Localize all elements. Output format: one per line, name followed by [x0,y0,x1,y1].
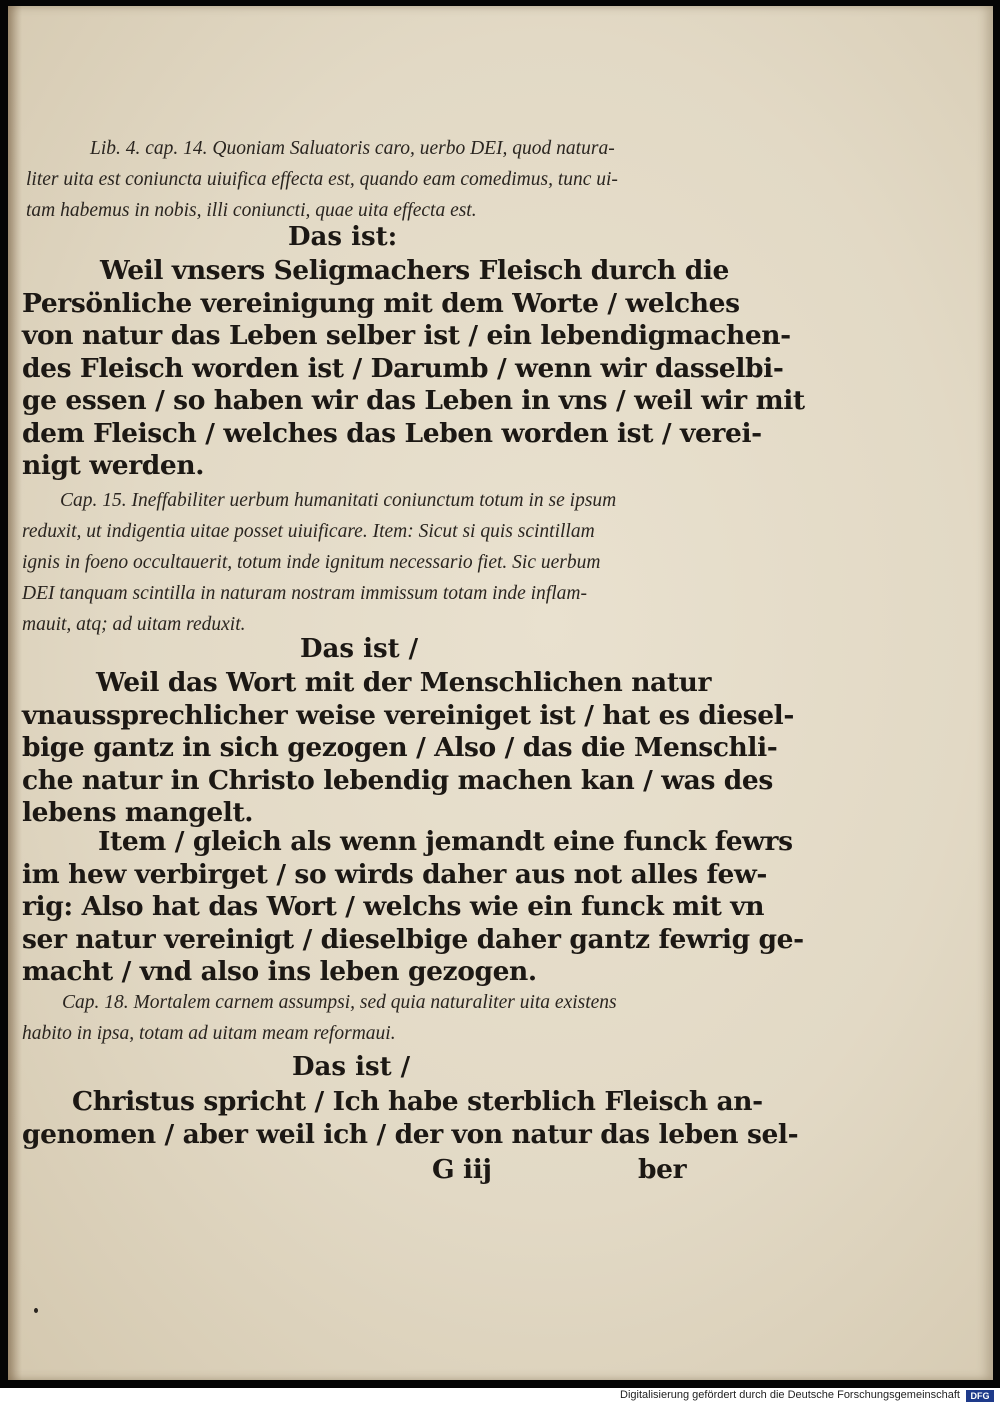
german-translation-3 [22,826,804,989]
text-line: rig: Also hat das Wort / welchs wie ein funck mit vn [22,891,765,922]
heading-das-ist-3: Das ist / [292,1052,411,1082]
text-line: reduxit, ut indigentia uitae posset uiuificare. Item: Sicut si quis scintillam [22,521,595,542]
text-line: genomen / aber weil ich / der von natur das leben sel- [22,1118,799,1150]
text-line: Christus spricht / Ich habe sterblich Fleisch an- [72,1086,763,1117]
signature-mark: G iij [432,1154,492,1185]
latin-quote-cap18 [22,987,617,1049]
text-line: Item / gleich als wenn jemandt eine funck fewrs [98,826,793,857]
text-line: Lib. 4. cap. 14. Quoniam Saluatoris caro, uerbo DEI, quod natura- [90,138,615,159]
heading-das-ist-1: Das ist: [288,222,398,252]
text-line: liter uita est coniuncta uiuifica effecta est, quando eam comedimus, tunc ui- [26,169,618,190]
text-line: dem Fleisch / welches das Leben worden ist / verei- [22,417,762,449]
text-line: von natur das Leben selber ist / ein lebendigmachen- [22,320,791,351]
text-line: im hew verbirget / so wirds daher aus not alles few- [22,858,767,890]
text-line: Cap. 18. Mortalem carnem assumpsi, sed quia naturaliter uita existens [62,992,617,1013]
text-line: Cap. 15. Ineffabiliter uerbum humanitati coniunctum totum in se ipsum [60,490,617,511]
latin-quote-lib4-cap14-cont [26,164,618,226]
footer-credit: Digitalisierung gefördert durch die Deutsche Forschungsgemeinschaft [620,1389,960,1401]
latin-quote-cap15 [22,485,616,640]
text-line: nigt werden. [22,450,205,481]
text-line: mauit, atq; ad uitam reduxit. [22,614,246,635]
text-line: Weil das Wort mit der Menschlichen natur [96,667,712,698]
text-line: ge essen / so haben wir das Leben in vns / weil wir mit [22,385,805,416]
text-line: lebens mangelt. [22,797,254,828]
german-translation-1 [22,255,805,483]
text-line: des Fleisch worden ist / Darumb / wenn wir dasselbi- [22,352,784,384]
text-line: tam habemus in nobis, illi coniuncti, quae uita effecta est. [26,200,477,221]
text-line: DEI tanquam scintilla in naturam nostram immissum totam inde inflam- [22,583,587,604]
text-line: ignis in foeno occultauerit, totum inde ignitum necessario fiet. Sic uerbum [22,552,601,573]
text-line: vnaussprechlicher weise vereiniget ist / hat es diesel- [22,699,794,731]
text-line: macht / vnd also ins leben gezogen. [22,956,537,987]
ink-spot [34,1308,38,1313]
text-line: che natur in Christo lebendig machen kan / was des [22,764,773,796]
heading-das-ist-2: Das ist / [300,634,419,664]
text-line: Persönliche vereinigung mit dem Worte / welches [22,287,740,319]
latin-quote-lib4-cap14 [90,133,615,164]
text-line: bige gantz in sich gezogen / Also / das die Menschli- [22,732,778,763]
text-line: habito in ipsa, totam ad uitam meam reformaui. [22,1023,396,1044]
text-line: ser natur vereinigt / dieselbige daher gantz fewrig ge- [22,923,804,955]
german-translation-2 [22,667,794,830]
text-line: Weil vnsers Seligmachers Fleisch durch die [100,255,730,286]
dfg-logo: DFG [966,1390,994,1402]
german-translation-4 [22,1086,798,1151]
catchword: ber [638,1154,687,1185]
